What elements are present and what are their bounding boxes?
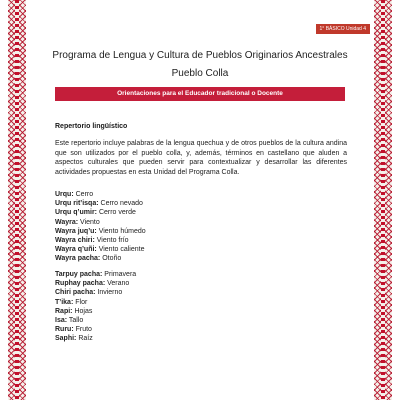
term: Ruphay pacha: — [55, 280, 106, 288]
program-title: Programa de Lengua y Cultura de Pueblos Originarios Ancestrales — [52, 50, 348, 61]
meaning: Flor — [73, 298, 88, 306]
section-title: Repertorio lingüístico — [55, 123, 128, 130]
term: Wayra: — [55, 218, 79, 226]
term: Urqu rit’isqa: — [55, 200, 99, 208]
meaning: Fruto — [73, 326, 92, 334]
meaning: Viento caliente — [96, 246, 145, 254]
term: Isa: — [55, 317, 68, 325]
meaning: Cerro nevado — [98, 200, 143, 208]
term: Wayra juq’u: — [55, 227, 97, 235]
meaning: Tallo — [67, 317, 84, 325]
list-item — [55, 227, 347, 236]
meaning: Cerro — [73, 191, 94, 198]
list-item — [55, 279, 347, 288]
list-item — [55, 298, 347, 307]
meaning: Primavera — [102, 271, 137, 278]
list-item — [55, 218, 347, 227]
list-item — [55, 270, 347, 279]
list-item — [55, 325, 347, 334]
meaning: Verano — [105, 280, 130, 288]
list-item — [55, 307, 347, 316]
grade-unit-badge: 1° BÁSICO Unidad 4 — [316, 24, 370, 34]
meaning: Viento húmedo — [96, 227, 146, 235]
vocabulary-list-2 — [55, 270, 347, 344]
meaning: Raíz — [76, 335, 93, 343]
term: T’ika: — [55, 298, 74, 306]
term: Wayra pacha: — [55, 255, 101, 263]
term: Wayra chiri: — [55, 237, 95, 245]
term: Ruru: — [55, 326, 74, 334]
people-title: Pueblo Colla — [171, 68, 229, 79]
list-item — [55, 254, 347, 263]
list-item — [55, 190, 347, 199]
meaning: Hojas — [72, 307, 93, 315]
list-item — [55, 316, 347, 325]
list-item — [55, 288, 347, 297]
term: Rapi: — [55, 307, 73, 315]
term: Tarpuy pacha: — [55, 271, 103, 278]
list-item — [55, 334, 347, 343]
vocabulary-list-1 — [55, 190, 347, 264]
section-banner: Orientaciones para el Educador tradicional o Docente — [55, 87, 345, 101]
term: Urqu q’umir: — [55, 209, 97, 217]
list-item — [55, 236, 347, 245]
intro-paragraph: Este repertorio incluye palabras de la lengua quechua y de otros pueblos de la cultura andina que son utilizados por el pueblo colla, y, además, términos en castellano que aluden a aspectos culturales que pueden servir para contextualizar y desarrollar las diferentes actividades propuestas en esta Unidad del Programa Colla. — [55, 140, 347, 176]
list-item — [55, 208, 347, 217]
list-item — [55, 245, 347, 254]
meaning: Viento — [78, 218, 100, 226]
list-item — [55, 199, 347, 208]
term: Wayra q’uñi: — [55, 246, 97, 254]
meaning: Viento frío — [94, 237, 129, 245]
meaning: Invierno — [95, 289, 123, 297]
meaning: Cerro verde — [97, 209, 136, 217]
term: Chiri pacha: — [55, 289, 96, 297]
meaning: Otoño — [100, 255, 122, 263]
term: Saphi: — [55, 335, 77, 343]
term: Urqu: — [55, 191, 74, 198]
